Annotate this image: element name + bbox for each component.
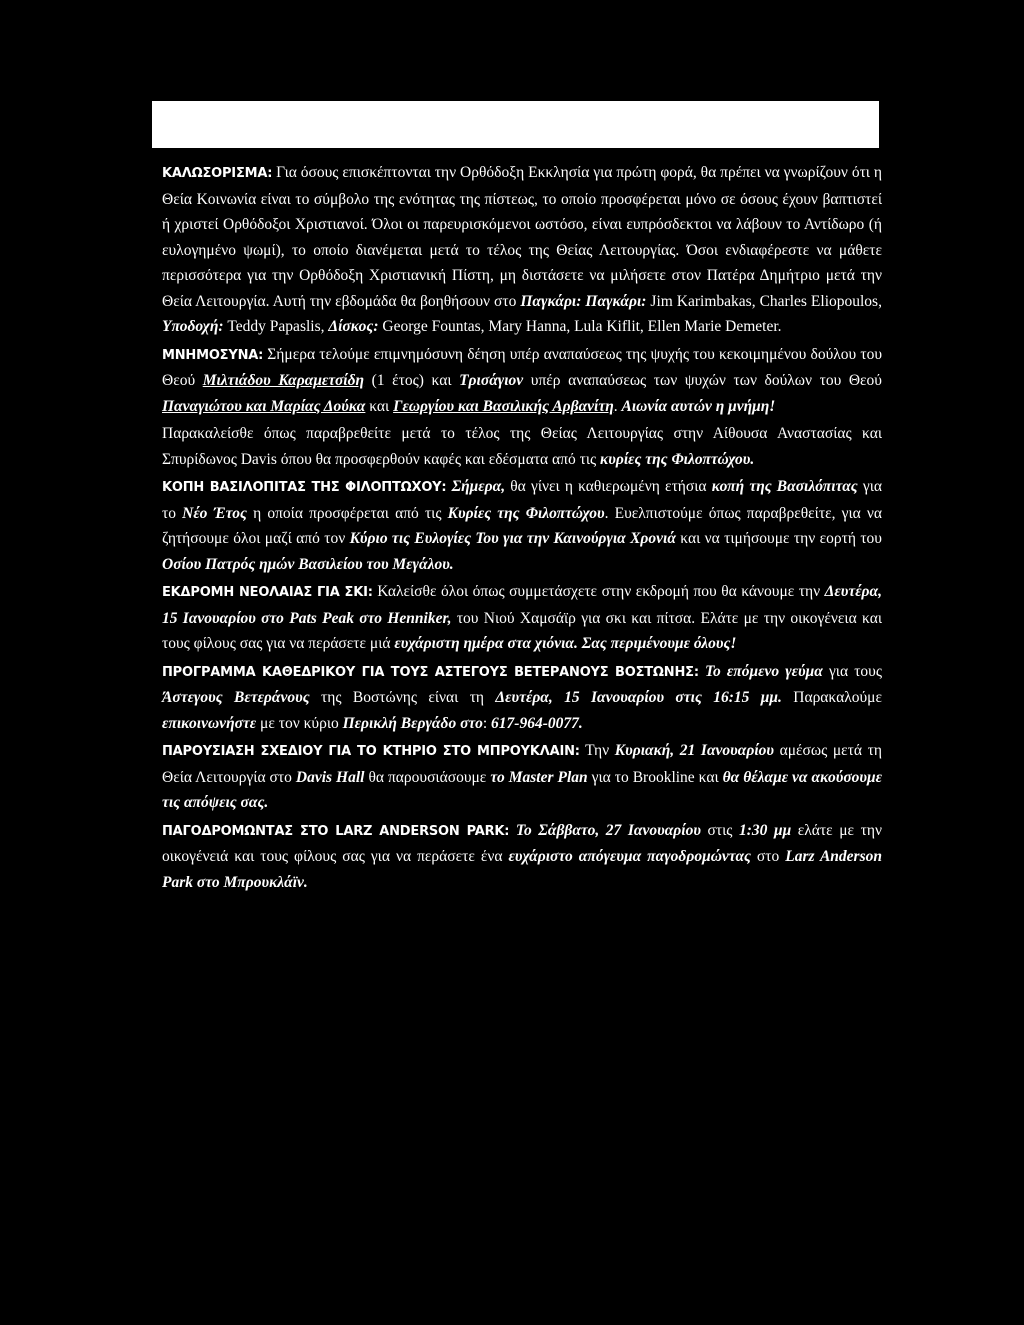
paragraph-text: υπέρ αναπαύσεως των ψυχών των δούλων του Θεού — [523, 372, 882, 389]
emphasis-text: κυρίες της Φιλοπτώχου. — [600, 450, 755, 468]
paragraph-text: . Ευελπιστούμε όπως παραβρεθείτε, για να ζητήσουμε όλοι μαζί από τον — [162, 504, 883, 547]
paragraph-text: (1 έτος) και — [364, 372, 460, 389]
emphasis-text: Κυριακή, 21 Ιανουαρίου — [614, 742, 774, 759]
emphasis-text: Δευτέρα, 15 Ιανουαρίου στο Pats Peak στο Henniker, — [162, 583, 882, 627]
emphasis-text: Οσίου Πατρός ημών Βασιλείου του Μεγάλου. — [162, 555, 454, 573]
paragraph-text: Παρακαλούμε — [781, 689, 882, 706]
emphasis-text: Τρισάγιον — [459, 372, 524, 389]
emphasis-text: Περικλή Βεργάδο στο — [342, 714, 483, 732]
paragraph-text: στο — [750, 848, 786, 865]
emphasis-text: θα θέλαμε να ακούσουμε τις απόψεις σας. — [162, 768, 882, 811]
emphasis-text: Δίσκος: — [328, 318, 379, 335]
name-text: Γεωργίου και Βασιλικής Αρβανίτη — [393, 397, 614, 415]
paragraph-text: στις — [700, 821, 739, 839]
paragraph-text: για τους — [822, 662, 882, 680]
paragraph-text: Την — [579, 742, 615, 759]
paragraph-text: της Βοστώνης είναι τη — [309, 689, 496, 706]
paragraph-text: και να τιμήσουμε την εορτή του — [675, 530, 882, 547]
paragraph-text: με τον κύριο — [256, 714, 343, 732]
name-text: Μιλτιάδου Καραμετσίδη — [202, 372, 365, 389]
emphasis-text: Σήμερα, — [451, 478, 506, 495]
emphasis-text: ευχάριστη ημέρα στα χιόνια. — [394, 635, 578, 652]
paragraph-text: Jim Karimbakas, Charles Eliopoulos, — [646, 292, 882, 310]
paragraph-text: Σήμερα τελούμε επιμνημόσυνη δέηση υπέρ αναπαύσεως της ψυχής του κεκοιμημένου δούλου του Θεού — [162, 345, 882, 389]
paragraph-text: για το Brookline και — [587, 768, 723, 786]
section-heading: ΜΝΗΜΟΣΥΝΑ: — [162, 347, 264, 363]
emphasis-text: Κυρίες της Φιλοπτώχου — [447, 504, 605, 522]
paragraph-text: : — [482, 714, 492, 732]
section-heading: ΕΚΔΡΟΜΗ ΝΕΟΛΑΙΑΣ ΓΙΑ ΣΚΙ: — [162, 585, 373, 600]
emphasis-text: Νέο Έτος — [182, 504, 247, 522]
emphasis-text: το Master Plan — [490, 768, 588, 786]
section-heading: ΚΑΛΩΣΟΡΙΣΜΑ: — [162, 166, 273, 181]
bulletin-content — [162, 160, 882, 897]
emphasis-text: Το Σάββατο, 27 Ιανουαρίου — [515, 821, 701, 839]
emphasis-text: Παγκάρι: Παγκάρι: — [520, 292, 647, 310]
paragraph-text: θα γίνει η καθιερωμένη ετήσια — [505, 478, 712, 495]
paragraph-text: Καλείσθε όλοι όπως συμμετάσχετε στην εκδρομή που θα κάνουμε την — [372, 583, 825, 600]
name-text: Παναγιώτου και Μαρίας Δούκα — [162, 397, 366, 415]
skating-paragraph — [162, 818, 882, 896]
paragraph-text: Παρακαλείσθε όπως παραβρεθείτε μετά το τέλος της Θείας Λειτουργίας στην Αίθουσα Αναστασίας και Σπυρίδωνος Davis όπου θα προσφερθούν καφές και εδέσματα από τις — [162, 425, 882, 468]
paragraph-text: και — [365, 397, 394, 415]
emphasis-text: 1:30 μμ — [738, 821, 792, 839]
section-heading: ΠΑΡΟΥΣΙΑΣΗ ΣΧΕΔΙΟΥ ΓΙΑ ΤΟ ΚΤΗΡΙΟ ΣΤΟ ΜΠΡΟΥΚΛΑΙΝ: — [162, 744, 580, 759]
paragraph-text: ελάτε με την οικογένειά και τους φίλους σας για να περάσετε ένα — [162, 821, 882, 865]
emphasis-text: Larz Anderson Park στο Μπρουκλάϊν. — [162, 848, 882, 891]
paragraph-text: θα παρουσιάσουμε — [364, 768, 491, 786]
ski-paragraph — [162, 579, 882, 657]
section-heading: ΚΟΠΗ ΒΑΣΙΛΟΠΙΤΑΣ ΤΗΣ ΦΙΛΟΠΤΩΧΟΥ: — [162, 480, 447, 495]
plan-paragraph — [162, 738, 882, 816]
coffee-paragraph — [162, 421, 882, 472]
emphasis-text: Αιωνία αυτών η μνήμη! — [621, 397, 776, 415]
veterans-paragraph — [162, 659, 882, 737]
vasilopita-paragraph — [162, 474, 882, 577]
title-bar — [152, 101, 879, 148]
phone-number: 617-964-0077. — [491, 714, 583, 732]
emphasis-text: ευχάριστο απόγευμα παγοδρομώντας — [508, 848, 751, 865]
emphasis-text: Davis Hall — [295, 768, 365, 786]
paragraph-text: του Νιού Χαμσάϊρ για σκι και πίτσα. Ελάτε με την οικογένεια και τους φίλους σας για να περάσετε μιά — [162, 609, 882, 652]
paragraph-text: . — [613, 397, 622, 415]
emphasis-text: κοπή της Βασιλόπιτας — [711, 478, 858, 495]
paragraph-text: George Fountas, Mary Hanna, Lula Kiflit, Ellen Marie Demeter. — [378, 318, 782, 335]
emphasis-text: Κύριο τις Ευλογίες Του για την Καινούργια Χρονιά — [349, 530, 676, 547]
welcome-paragraph — [162, 160, 882, 340]
emphasis-text: Δευτέρα, 15 Ιανουαρίου στις 16:15 μμ. — [495, 689, 782, 706]
paragraph-text: Για όσους επισκέπτονται την Ορθόδοξη Εκκλησία για πρώτη φορά, θα πρέπει να γνωρίζουν ότι η Θεία Κοινωνία είναι το σύμβολο της ενότητας της πίστεως, το οποίο προσφέρεται μόνο σε όσους έχουν βαπτιστεί ή χριστεί Ορθόδοξοι Χριστιανοί. Όλοι οι παρευρισκόμενοι ωστόσο, είναι ευπρόσδεκτοι να λάβουν το Αντίδωρο (ή ευλογημένο ψωμί), το οποίο διανέμεται μετά το τέλος της Θείας Λειτουργίας. Όσοι ενδιαφέρεστε να μάθετε περισσότερα για την Ορθόδοξη Χριστιανική Πίστη, μη διστάσετε να μιλήσετε στον Πατέρα Δημήτριο μετά την Θεία Λειτουργία. Αυτή την εβδομάδα θα βοηθήσουν στο — [162, 164, 882, 310]
paragraph-text: Teddy Papaslis, — [223, 318, 329, 335]
emphasis-text: Σας περιμένουμε όλους! — [581, 635, 737, 652]
section-heading: ΠΡΟΓΡΑΜΜΑ ΚΑΘΕΔΡΙΚΟΥ ΓΙΑ ΤΟΥΣ ΑΣΤΕΓΟΥΣ ΒΕΤΕΡΑΝΟΥΣ ΒΟΣΤΩΝΗΣ: — [162, 664, 699, 680]
emphasis-text: Άστεγους Βετεράνους — [162, 689, 310, 706]
paragraph-text: αμέσως μετά τη Θεία Λειτουργία στο — [162, 742, 883, 786]
paragraph-text: η οποία προσφέρεται από τις — [246, 504, 448, 522]
emphasis-text: Υποδοχή: — [162, 318, 224, 335]
memorial-paragraph — [162, 342, 882, 420]
paragraph-text — [509, 822, 516, 839]
emphasis-text: Το επόμενο γεύμα — [704, 662, 823, 680]
paragraph-text: για το — [162, 478, 882, 522]
emphasis-text: επικοινωνήστε — [162, 714, 257, 732]
section-heading: ΠΑΓΟΔΡΟΜΩΝΤΑΣ ΣΤΟ LARZ ANDERSON PARK: — [162, 823, 510, 839]
